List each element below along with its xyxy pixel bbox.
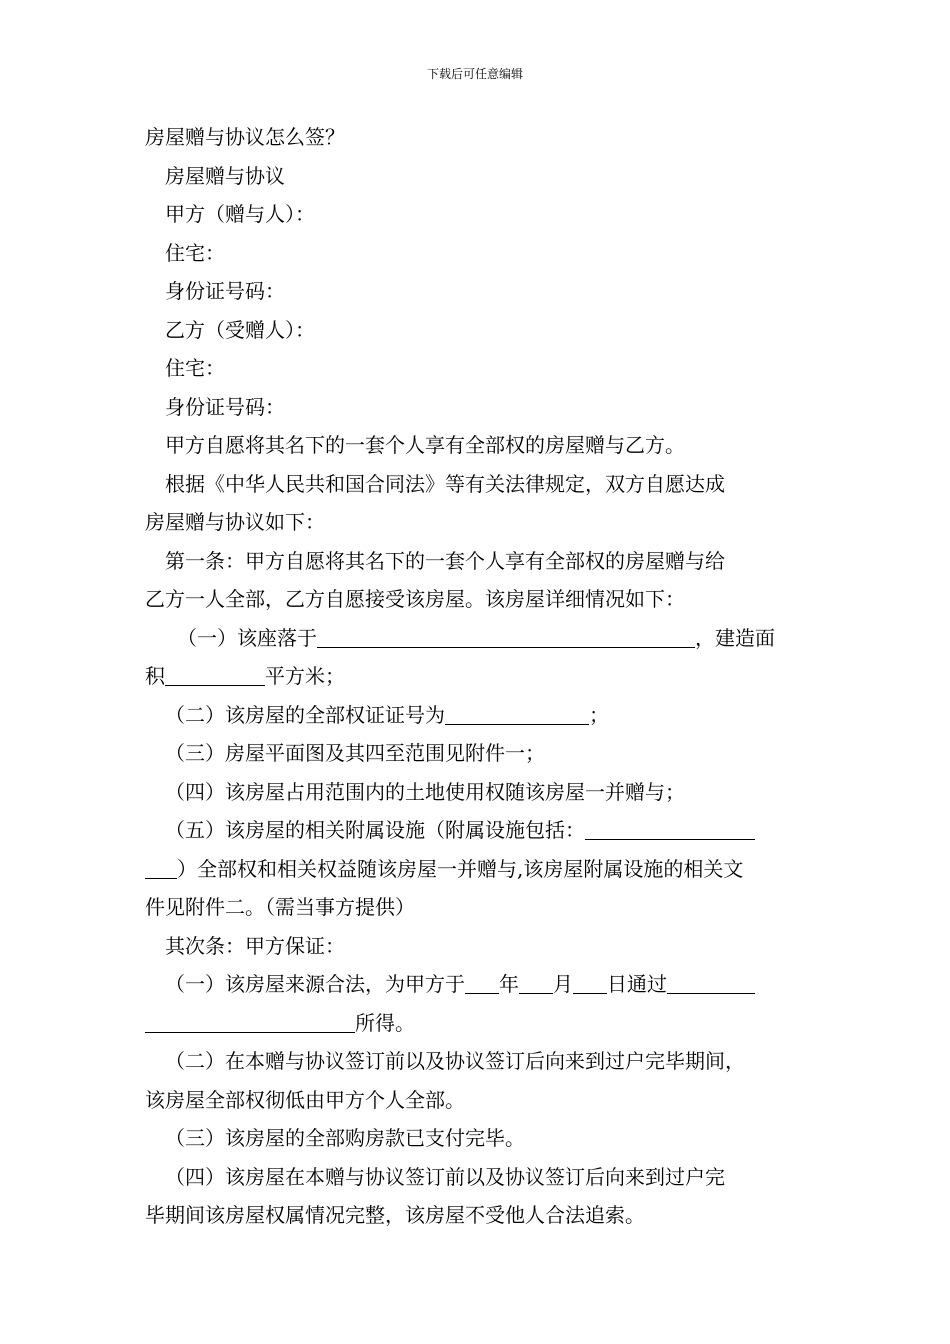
article-2-item-4-cont: 毕期间该房屋权属情况完整，该房屋不受他人合法追索。 (145, 1203, 645, 1227)
agreement-heading: 房屋赠与协议 (165, 163, 285, 188)
article-2-item-3: （三）该房屋的全部购房款已支付完毕。 (165, 1126, 525, 1150)
article-2-item-1: （一）该房屋来源合法，为甲方于 年 月 日通过 (145, 965, 815, 1004)
location-blank (317, 623, 695, 648)
article-1-line-2: 乙方一人全部，乙方自愿接受该房屋。该房屋详细情况如下： (145, 587, 685, 611)
month-blank (519, 969, 553, 994)
party-a-address: 住宅： (165, 240, 225, 265)
party-b-id: 身份证号码： (165, 394, 285, 419)
paragraph-basis-1: 根据《中华人民共和国合同法》等有关法律规定，双方自愿达成 (165, 471, 725, 496)
article-1-item-5: （五）该房屋的相关附属设施（附属设施包括： (145, 811, 815, 850)
facilities-blank (585, 815, 755, 840)
facilities-blank-cont (145, 854, 177, 879)
document-title: 房屋赠与协议怎么签？ (145, 125, 345, 149)
party-b-label: 乙方（受赠人）： (165, 317, 315, 342)
article-2-item-2-cont: 该房屋全部权彻低由甲方个人全部。 (145, 1087, 465, 1112)
article-2-heading: 其次条：甲方保证： (165, 933, 345, 958)
year-blank (465, 969, 499, 994)
article-1-item-5-end: 件见附件二。（需当事方提供） (145, 895, 415, 919)
method-blank (667, 969, 755, 994)
method-blank-cont (145, 1008, 355, 1033)
article-1-item-1-cont: 积 平方米； (145, 657, 815, 696)
article-1-item-3: （三）房屋平面图及其四至范围见附件一； (165, 741, 545, 765)
day-blank (573, 969, 607, 994)
article-2-item-4: （四）该房屋在本赠与协议签订前以及协议签订后向来到过户完 (165, 1164, 725, 1189)
page-header: 下载后可任意编辑 (426, 67, 523, 81)
document-body (145, 118, 815, 1235)
article-1-item-5-cont: ）全部权和相关权益随该房屋一并赠与,该房屋附属设施的相关文 (145, 850, 815, 889)
paragraph-intent: 甲方自愿将其名下的一套个人享有全部权的房屋赠与乙方。 (165, 433, 685, 457)
party-b-address: 住宅： (165, 356, 225, 380)
party-a-label: 甲方（赠与人）： (165, 202, 315, 226)
article-1-item-4: （四）该房屋占用范围内的土地使用权随该房屋一并赠与； (165, 779, 685, 804)
area-blank (165, 661, 265, 686)
paragraph-basis-2: 房屋赠与协议如下： (145, 510, 325, 534)
party-a-id: 身份证号码： (165, 279, 285, 303)
article-2-item-1-cont: 所得。 (145, 1004, 815, 1043)
article-1-item-1: （一）该座落于 ，建造面 (145, 619, 815, 658)
article-1-item-2: （二）该房屋的全部权证证号为 ； (145, 696, 815, 735)
certificate-number-blank (445, 700, 589, 725)
article-1-line-1: 第一条：甲方自愿将其名下的一套个人享有全部权的房屋赠与给 (165, 548, 725, 573)
article-2-item-2: （二）在本赠与协议签订前以及协议签订后向来到过户完毕期间， (165, 1049, 745, 1073)
